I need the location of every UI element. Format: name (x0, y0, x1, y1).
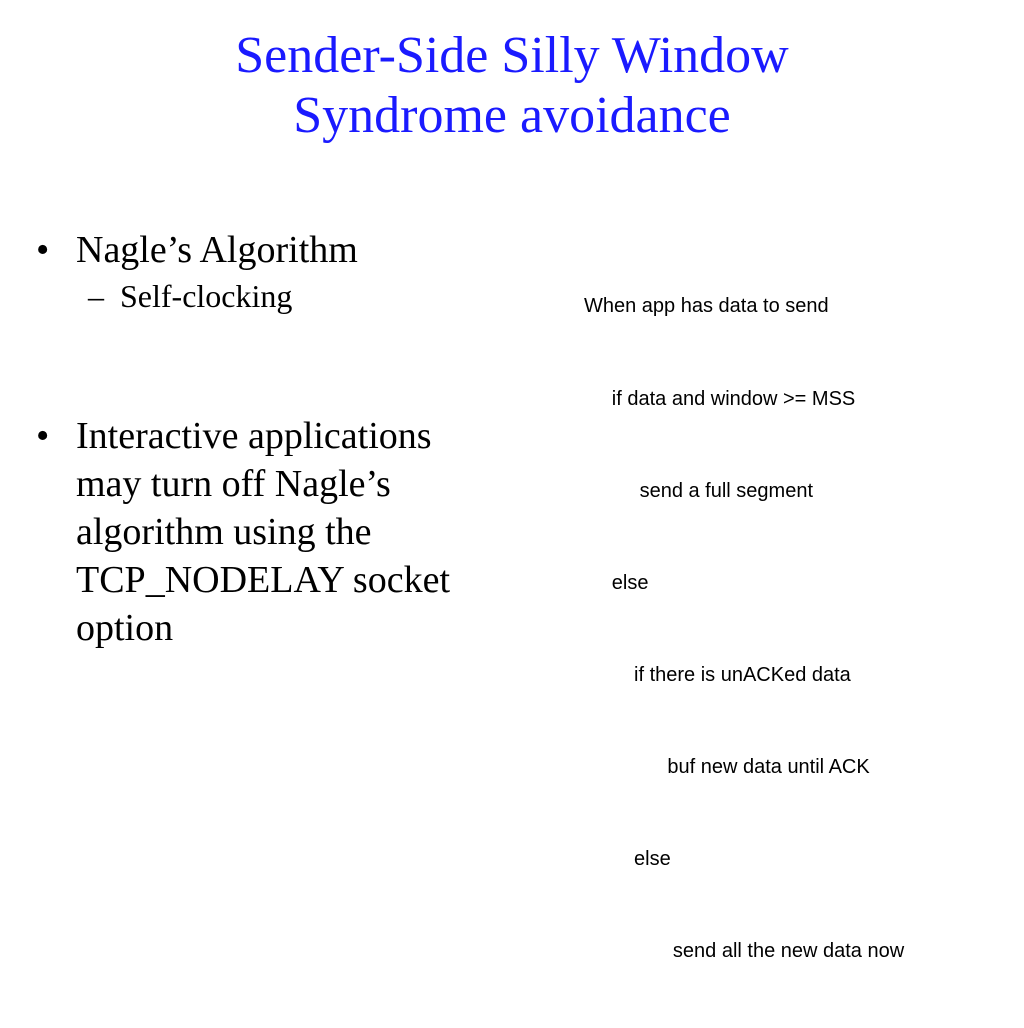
slide-title-line-2: Syndrome avoidance (293, 87, 731, 144)
bullet-item-interactive (28, 412, 548, 652)
bullet-line: TCP_NODELAY socket (76, 559, 451, 601)
bullet-marker: • (36, 229, 50, 271)
slide-title-line-1: Sender-Side Silly Window (235, 27, 789, 84)
bullet-line: Interactive applications (76, 415, 432, 457)
bullet-list (28, 226, 548, 652)
bullet-text: Nagle’s Algorithm (76, 229, 358, 271)
slide-title (60, 26, 964, 146)
pseudocode-line: else (584, 848, 671, 871)
pseudocode-line: if there is unACKed data (584, 663, 851, 686)
pseudocode-line: if data and window >= MSS (584, 387, 856, 410)
bullet-marker: • (36, 415, 50, 457)
bullet-item-nagle (28, 226, 548, 274)
bullet-line: algorithm using the (76, 511, 372, 553)
pseudocode-line: buf new data until ACK (584, 755, 870, 778)
sub-bullet-self-clocking (28, 276, 548, 316)
pseudocode-line: else (584, 571, 649, 594)
bullet-line: option (76, 607, 174, 649)
pseudocode-line: send a full segment (584, 479, 814, 502)
pseudocode-line: send all the new data now (584, 940, 905, 963)
dash-marker: – (88, 278, 104, 314)
bullet-line: may turn off Nagle’s (76, 463, 391, 505)
pseudocode-block (584, 230, 904, 1028)
pseudocode-line: When app has data to send (584, 295, 829, 318)
sub-bullet-text: Self-clocking (120, 278, 293, 314)
